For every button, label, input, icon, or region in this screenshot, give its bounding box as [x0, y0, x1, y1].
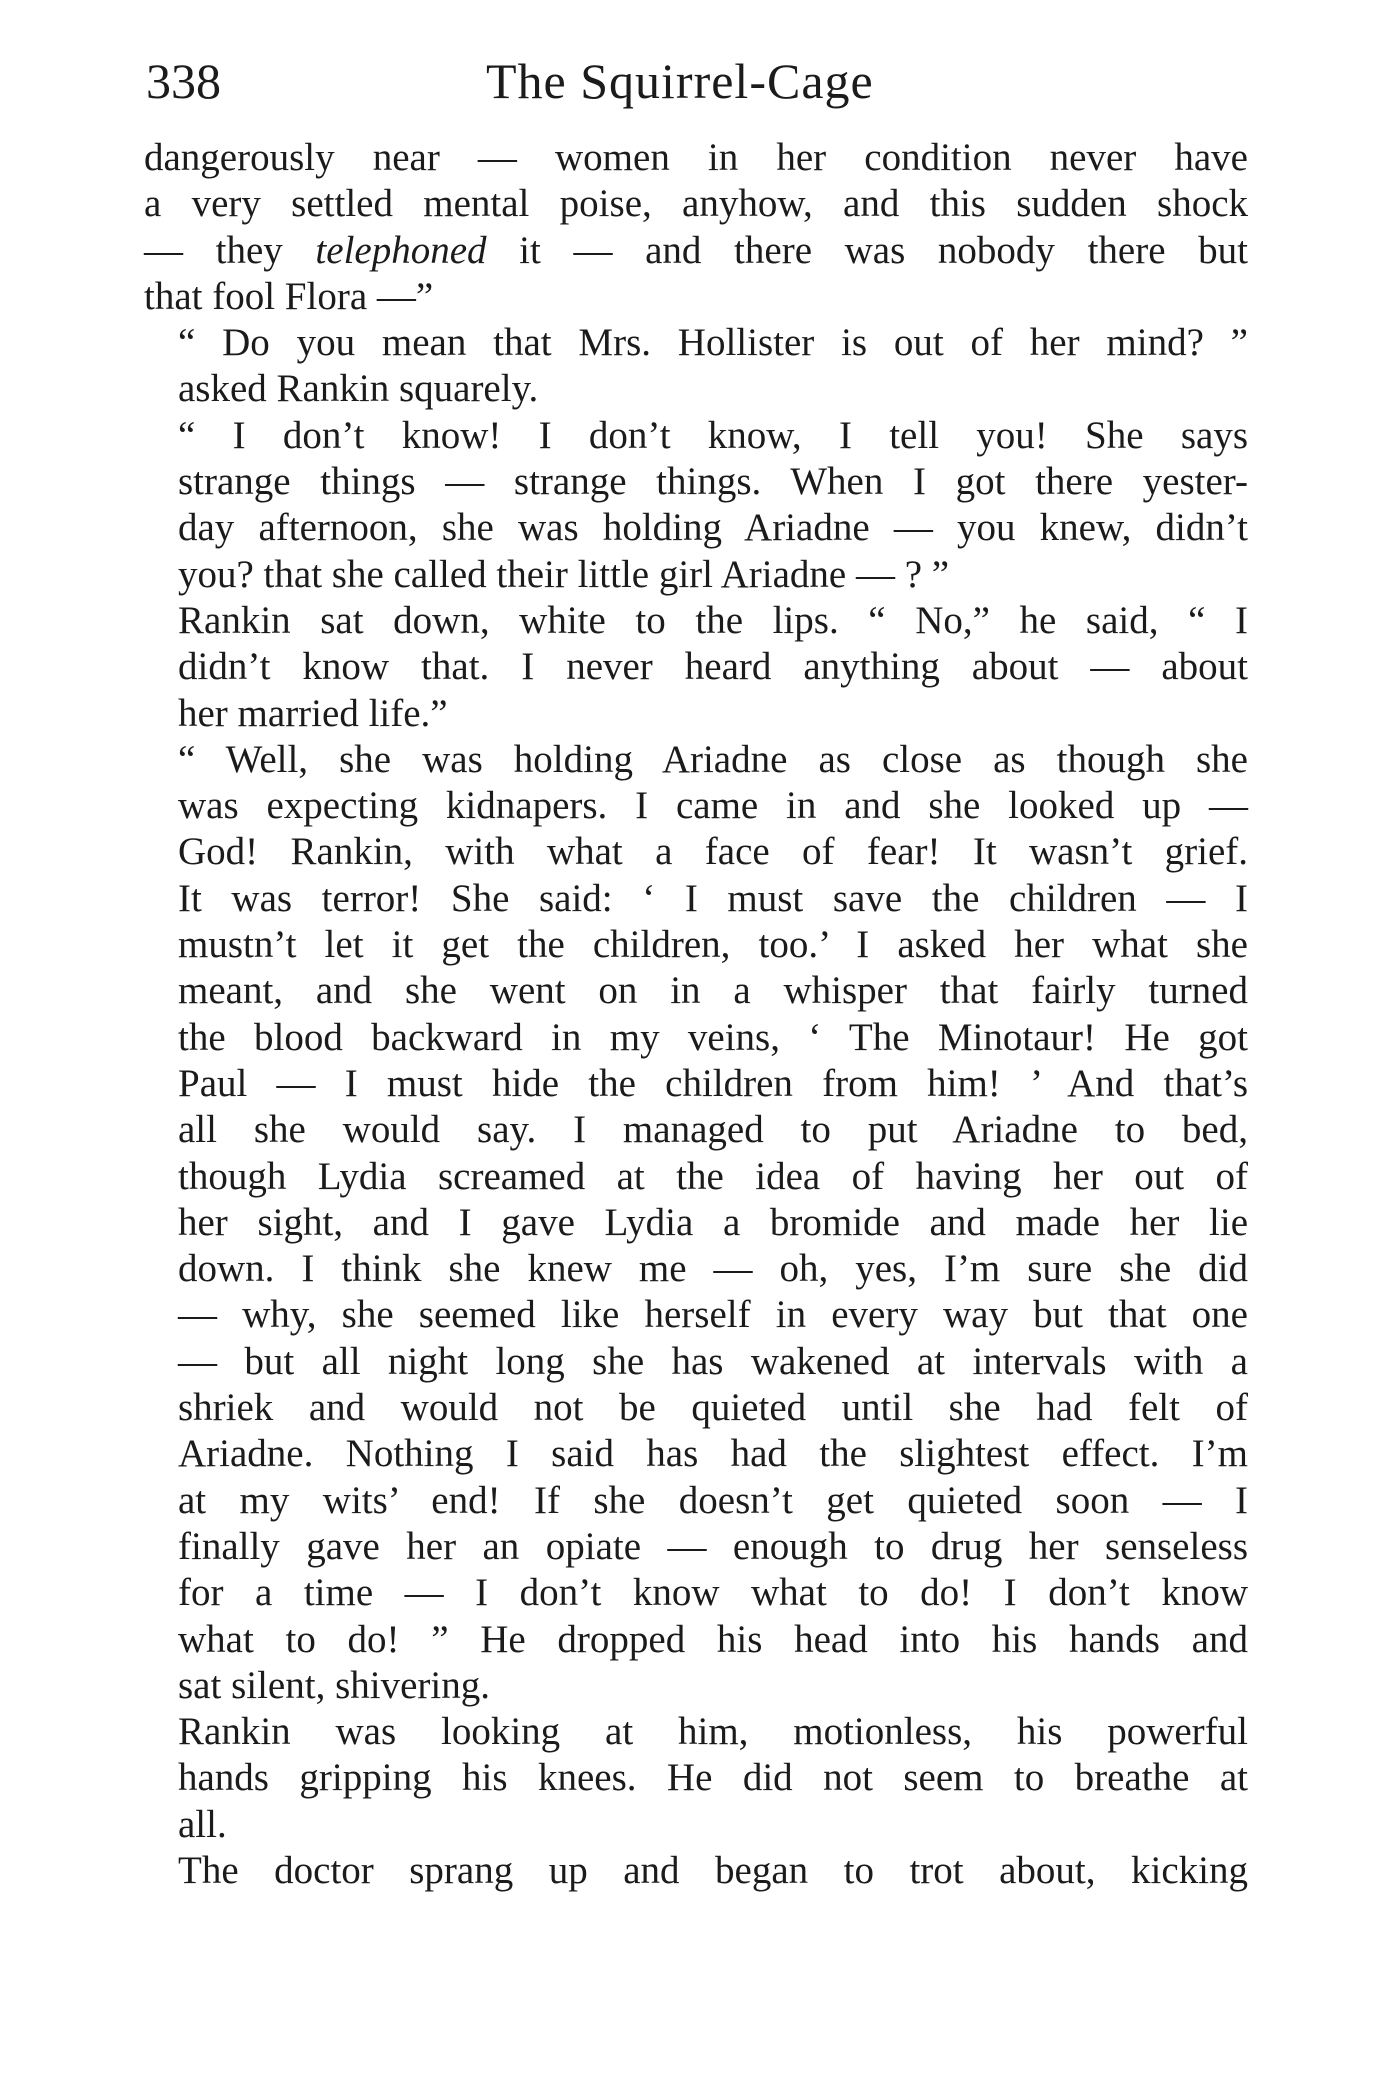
paragraph — [144, 413, 1248, 598]
text-line: all. — [178, 1802, 227, 1846]
running-title: The Squirrel-Cage — [486, 53, 874, 109]
text-line: “ Do you mean that Mrs. Hollister is out of her mind? ” — [178, 321, 1248, 365]
text-line: shriek and would not be quieted until she had felt of — [178, 1386, 1248, 1430]
text-line: — why, she seemed like herself in every way but that one — [178, 1293, 1248, 1337]
text-line: you? that she called their little girl Ariadne — ? ” — [178, 552, 950, 596]
body-text — [144, 135, 1248, 1894]
text-line: a very settled mental poise, anyhow, and this sudden shock — [144, 182, 1248, 226]
paragraph — [144, 598, 1248, 737]
text-line: mustn’t let it get the children, too.’ I asked her what she — [178, 923, 1248, 967]
text-line: at my wits’ end! If she doesn’t get quieted soon — I — [178, 1478, 1248, 1522]
text-line: God! Rankin, with what a face of fear! It wasn’t grief. — [178, 830, 1248, 874]
running-head — [146, 46, 1246, 116]
paragraph — [144, 320, 1248, 413]
text-line: strange things — strange things. When I got there yester- — [178, 460, 1248, 504]
paragraph — [144, 1848, 1248, 1894]
text-line: though Lydia screamed at the idea of having her out of — [178, 1154, 1248, 1198]
text-line: asked Rankin squarely. — [178, 367, 539, 411]
text-line: Paul — I must hide the children from him! ’ And that’s — [178, 1061, 1248, 1105]
text-line: The doctor sprang up and began to trot about, kicking — [178, 1848, 1248, 1892]
text-line: what to do! ” He dropped his head into his hands and — [178, 1617, 1248, 1661]
text-line: was expecting kidnapers. I came in and she looked up — — [178, 784, 1248, 828]
paragraph — [144, 135, 1248, 320]
text-line: her married life.” — [178, 691, 448, 735]
text-line: for a time — I don’t know what to do! I don’t know — [178, 1571, 1248, 1615]
text-line: dangerously near — women in her condition never have — [144, 136, 1248, 179]
text-line: “ Well, she was holding Ariadne as close as though she — [178, 737, 1248, 781]
text-line: Ariadne. Nothing I said has had the slightest effect. I’m — [178, 1432, 1248, 1476]
text-line: Rankin was looking at him, motionless, his powerful — [178, 1710, 1248, 1754]
text-line: down. I think she knew me — oh, yes, I’m sure she did — [178, 1247, 1248, 1291]
text-line: hands gripping his knees. He did not seem to breathe at — [178, 1756, 1248, 1800]
paragraph — [144, 737, 1248, 1709]
page-number: 338 — [146, 53, 221, 109]
text-line: the blood backward in my veins, ‘ The Minotaur! He got — [178, 1015, 1248, 1059]
text-line: It was terror! She said: ‘ I must save the children — I — [178, 876, 1248, 920]
text-line: Rankin sat down, white to the lips. “ No,” he said, “ I — [178, 598, 1248, 642]
text-line: that fool Flora —” — [144, 274, 434, 318]
text-line: “ I don’t know! I don’t know, I tell you! She says — [178, 413, 1248, 457]
text-line: finally gave her an opiate — enough to drug her senseless — [178, 1524, 1248, 1568]
italic-word: telephoned — [315, 228, 487, 272]
text-line: — but all night long she has wakened at intervals with a — [178, 1339, 1248, 1383]
text-line: meant, and she went on in a whisper that fairly turned — [178, 969, 1248, 1013]
text-line: sat silent, shivering. — [178, 1663, 490, 1707]
text-line: day afternoon, she was holding Ariadne — you knew, didn’t — [178, 506, 1248, 550]
text-line: — they telephoned it — and there was nobody there but — [144, 228, 1248, 272]
text-line: didn’t know that. I never heard anything about — about — [178, 645, 1248, 689]
paragraph — [144, 1709, 1248, 1848]
text-line: all she would say. I managed to put Ariadne to bed, — [178, 1108, 1248, 1152]
text-line: her sight, and I gave Lydia a bromide and made her lie — [178, 1200, 1248, 1244]
